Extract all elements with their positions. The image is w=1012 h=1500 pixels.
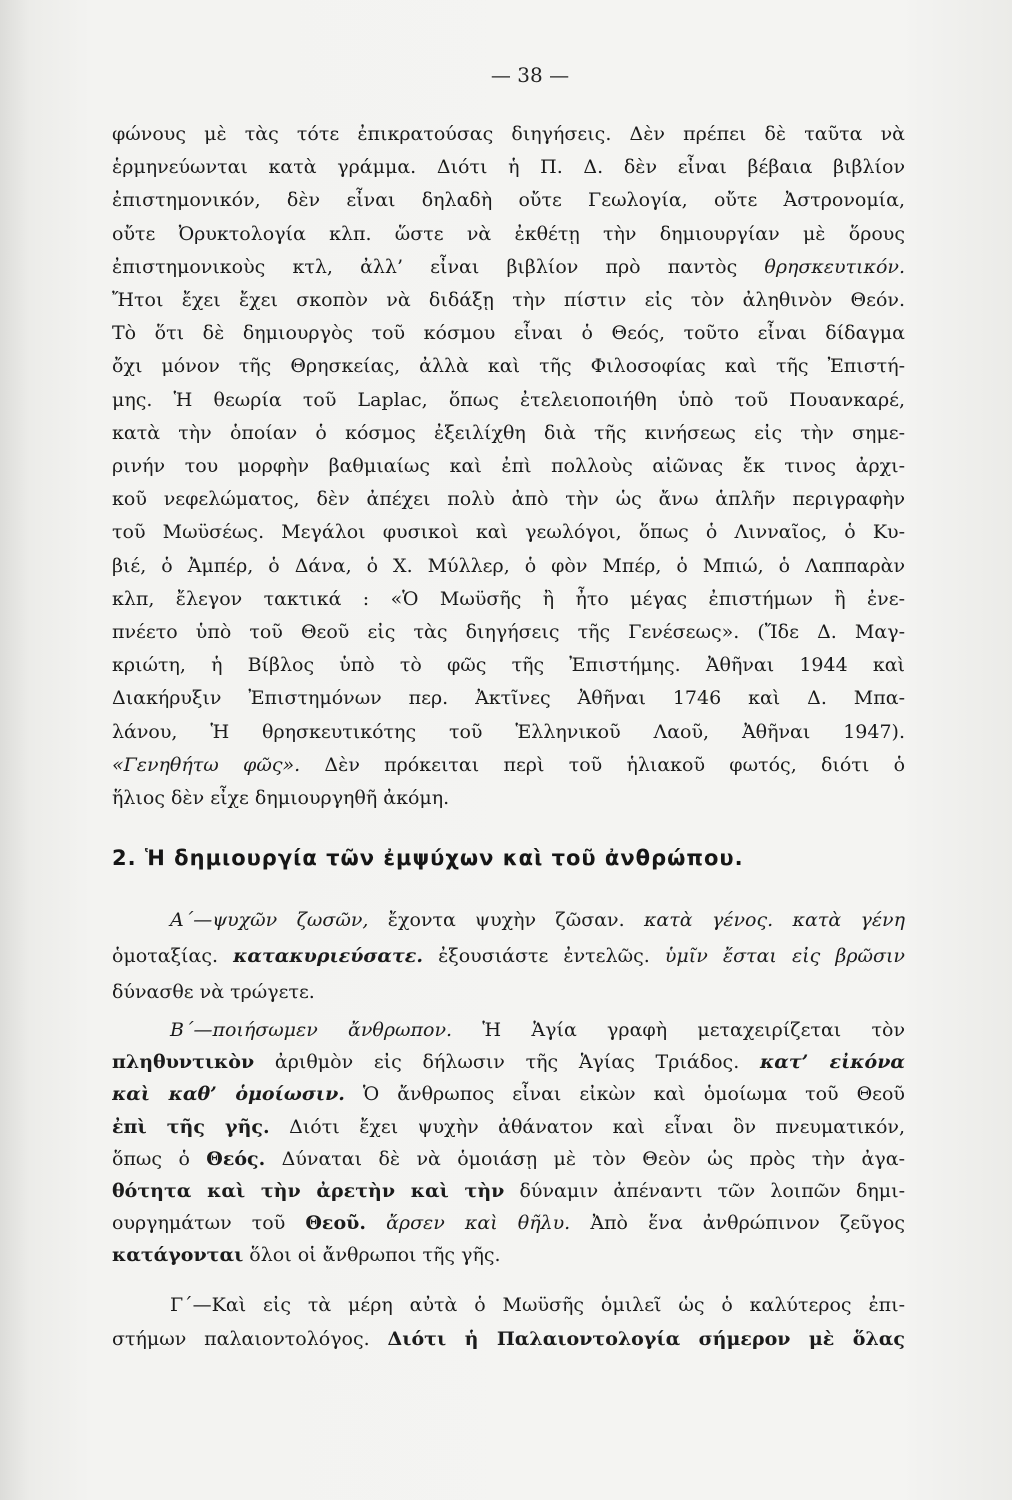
text-run: Ὁ ἄνθρωπος εἶναι εἰκὼν καὶ ὁμοίωμα τοῦ Θεοῦ	[344, 1083, 905, 1106]
text-run: Δύναται δὲ νὰ ὁμοιάσῃ μὲ τὸν Θεὸν ὡς πρὸς τὴν ἀγα-	[265, 1147, 905, 1170]
text-run: ὁμοταξίας.	[112, 945, 234, 967]
emphasized-text: «Γενηθήτω φῶς».	[112, 753, 301, 776]
emphasized-text: καὶ καθ’ ὁμοίωσιν.	[112, 1083, 345, 1106]
paragraph-c	[112, 1288, 905, 1356]
text-run: ἑρμηνεύωνται κατὰ γράμμα. Διότι ἡ Π. Δ. δὲν εἶναι βέβαια βιβλίον	[112, 156, 905, 179]
text-line	[112, 1014, 905, 1046]
emphasized-text: κατάγονται	[112, 1244, 244, 1267]
text-line	[112, 1111, 905, 1143]
text-line	[112, 716, 905, 749]
text-run: ἥλιος δὲν εἶχε δημιουργηθῆ ἀκόμη.	[112, 787, 450, 810]
text-run: κριώτη, ἡ Βίβλος ὑπὸ τὸ φῶς τῆς Ἐπιστήμης. Ἀθῆναι 1944 καὶ	[112, 654, 905, 677]
text-run: οὔτε Ὀρυκτολογία κλπ. ὥστε νὰ ἐκθέτῃ τὴν δημιουργίαν μὲ ὅρους	[112, 222, 905, 245]
text-run: Διακήρυξιν Ἐπιστημόνων περ. Ἀκτῖνες Ἀθῆναι 1746 καὶ Δ. Μπα-	[112, 687, 905, 710]
text-line	[112, 284, 905, 317]
text-run: μης. Ἡ θεωρία τοῦ Laplac, ὅπως ἐτελειοποιήθη ὑπὸ τοῦ Πουανκαρέ,	[112, 388, 905, 411]
text-line	[112, 1239, 905, 1271]
text-run: βιέ, ὁ Ἀμπέρ, ὁ Δάνα, ὁ Χ. Μύλλερ, ὁ φὸν Μπέρ, ὁ Μπιώ, ὁ Λαππαρὰν	[112, 554, 905, 577]
text-run: κατὰ τὴν ὁποίαν ὁ κόσμος ἐξειλίχθη διὰ τῆς κινήσεως εἰς τὴν σημε-	[112, 421, 905, 444]
text-run: ὅλοι οἱ ἄνθρωποι τῆς γῆς.	[243, 1244, 501, 1267]
text-run: ἐξουσιάστε ἐντελῶς.	[422, 945, 665, 967]
emphasized-text: κατὰ γένος. κατὰ γένη	[643, 909, 905, 931]
section-heading: 2. Ἡ δημιουργία τῶν ἐμψύχων καὶ τοῦ ἀνθρώπου.	[112, 846, 744, 870]
text-run: λάνου, Ἡ θρησκευτικότης τοῦ Ἑλληνικοῦ Λαοῦ, Ἀθῆναι 1947).	[112, 720, 905, 743]
text-line	[112, 1143, 905, 1175]
text-run: Τὸ ὅτι δὲ δημιουργὸς τοῦ κόσμου εἶναι ὁ Θεός, τοῦτο εἶναι δίδαγμα	[112, 322, 905, 345]
text-run: Ἀπὸ ἕνα ἀνθρώπινον ζεῦγος	[570, 1212, 905, 1235]
text-run: κοῦ νεφελώματος, δὲν ἀπέχει πολὺ ἀπὸ τὴν ὡς ἄνω ἁπλῆν περιγραφὴν	[112, 488, 905, 511]
text-run: ὅπως ὁ	[112, 1147, 207, 1170]
text-run: ρινήν του μορφὴν βαθμιαίως καὶ ἐπὶ πολλοὺς αἰῶνας ἔκ τινος ἀρχι-	[112, 455, 905, 478]
text-run	[366, 1212, 386, 1234]
emphasized-text: ἄρσεν καὶ θῆλυ.	[386, 1212, 571, 1235]
emphasized-text: Α΄—ψυχῶν ζωσῶν,	[170, 909, 369, 931]
text-line	[112, 450, 905, 483]
text-line	[112, 1175, 905, 1207]
text-line	[112, 749, 905, 782]
text-run: δύναμιν ἀπέναντι τῶν λοιπῶν δημι-	[504, 1180, 905, 1203]
page-number: — 38 —	[490, 63, 570, 87]
emphasized-text: ἐπὶ τῆς γῆς.	[112, 1115, 270, 1138]
text-line	[112, 616, 905, 649]
text-line	[112, 1288, 905, 1322]
text-run: Γ΄—Καὶ εἰς τὰ μέρη αὐτὰ ὁ Μωϋσῆς ὁμιλεῖ ὡς ὁ καλύτερος ἐπι-	[170, 1294, 905, 1316]
text-line	[112, 1078, 905, 1110]
emphasized-text: κατ’ εἰκόνα	[759, 1051, 905, 1074]
text-line	[112, 516, 905, 549]
text-line	[112, 1322, 905, 1356]
text-line	[112, 782, 905, 815]
emphasized-text: Διότι ἡ Παλαιοντολογία σήμερον μὲ ὅλας	[387, 1328, 905, 1350]
emphasized-text: Θεός.	[206, 1147, 266, 1170]
emphasized-text: πληθυντικὸν	[112, 1051, 255, 1074]
text-run: ἔχοντα ψυχὴν ζῶσαν.	[368, 909, 644, 931]
text-line	[112, 1207, 905, 1239]
body-text	[112, 118, 905, 815]
paragraph-a	[112, 902, 905, 1010]
text-run: ἀριθμὸν εἰς δήλωσιν τῆς Ἁγίας Τριάδος.	[254, 1051, 760, 1074]
text-line	[112, 974, 905, 1010]
text-run: κλπ, ἔλεγον τακτικά : «Ὁ Μωϋσῆς ἢ ἦτο μέγας ἐπιστήμων ἢ ἐνε-	[112, 587, 905, 610]
text-run: Ἤτοι ἔχει ἔχει σκοπὸν νὰ διδάξῃ τὴν πίστιν εἰς τὸν ἀληθινὸν Θεόν.	[112, 289, 905, 312]
text-line	[112, 682, 905, 715]
text-run: Διότι ἔχει ψυχὴν ἀθάνατον καὶ εἶναι ὂν πνευματικόν,	[269, 1115, 905, 1138]
text-run: Δὲν πρόκειται περὶ τοῦ ἡλιακοῦ φωτός, διότι ὁ	[300, 753, 905, 776]
text-line	[112, 902, 905, 938]
emphasized-text: θότητα καὶ τὴν ἀρετὴν καὶ τὴν	[112, 1180, 505, 1203]
text-run: δύνασθε νὰ τρώγετε.	[112, 981, 315, 1003]
text-line	[112, 417, 905, 450]
text-run: πνέετο ὑπὸ τοῦ Θεοῦ εἰς τὰς διηγήσεις τῆς Γενέσεως». (Ἴδε Δ. Μαγ-	[112, 621, 905, 644]
text-run: στήμων παλαιοντολόγος.	[112, 1328, 388, 1350]
text-line	[112, 350, 905, 383]
text-line	[112, 317, 905, 350]
text-line	[112, 550, 905, 583]
text-line	[112, 483, 905, 516]
text-run: Ἡ Ἁγία γραφὴ μεταχειρίζεται τὸν	[452, 1019, 905, 1041]
text-line	[112, 184, 905, 217]
text-run: ἐπιστημονικόν, δὲν εἶναι δηλαδὴ οὔτε Γεωλογία, οὔτε Ἀστρονομία,	[112, 189, 905, 212]
text-run: ἐπιστημονικοὺς κτλ, ἀλλ’ εἶναι βιβλίον πρὸ παντὸς	[112, 255, 765, 278]
paragraph-b	[112, 1014, 905, 1272]
text-line	[112, 218, 905, 251]
text-run: φώνους μὲ τὰς τότε ἐπικρατούσας διηγήσεις. Δὲν πρέπει δὲ ταῦτα νὰ	[112, 123, 905, 145]
emphasized-text: ὑμῖν ἔσται εἰς βρῶσιν	[664, 945, 905, 967]
text-line	[112, 938, 905, 974]
emphasized-text: Β΄—ποιήσωμεν ἄνθρωπον.	[170, 1019, 453, 1041]
text-line	[112, 251, 905, 284]
text-run: ὄχι μόνον τῆς Θρησκείας, ἀλλὰ καὶ τῆς Φιλοσοφίας καὶ τῆς Ἐπιστή-	[112, 355, 905, 378]
text-line	[112, 118, 905, 151]
text-line	[112, 151, 905, 184]
emphasized-text: θρησκευτικόν.	[764, 255, 905, 278]
text-run: ουργημάτων τοῦ	[112, 1212, 306, 1235]
emphasized-text: κατακυριεύσατε.	[233, 945, 423, 967]
text-line	[112, 384, 905, 417]
emphasized-text: Θεοῦ.	[305, 1212, 366, 1235]
text-line	[112, 1046, 905, 1078]
text-line	[112, 649, 905, 682]
text-run: τοῦ Μωϋσέως. Μεγάλοι φυσικοὶ καὶ γεωλόγοι, ὅπως ὁ Λινναῖος, ὁ Κυ-	[112, 521, 905, 544]
text-line	[112, 583, 905, 616]
